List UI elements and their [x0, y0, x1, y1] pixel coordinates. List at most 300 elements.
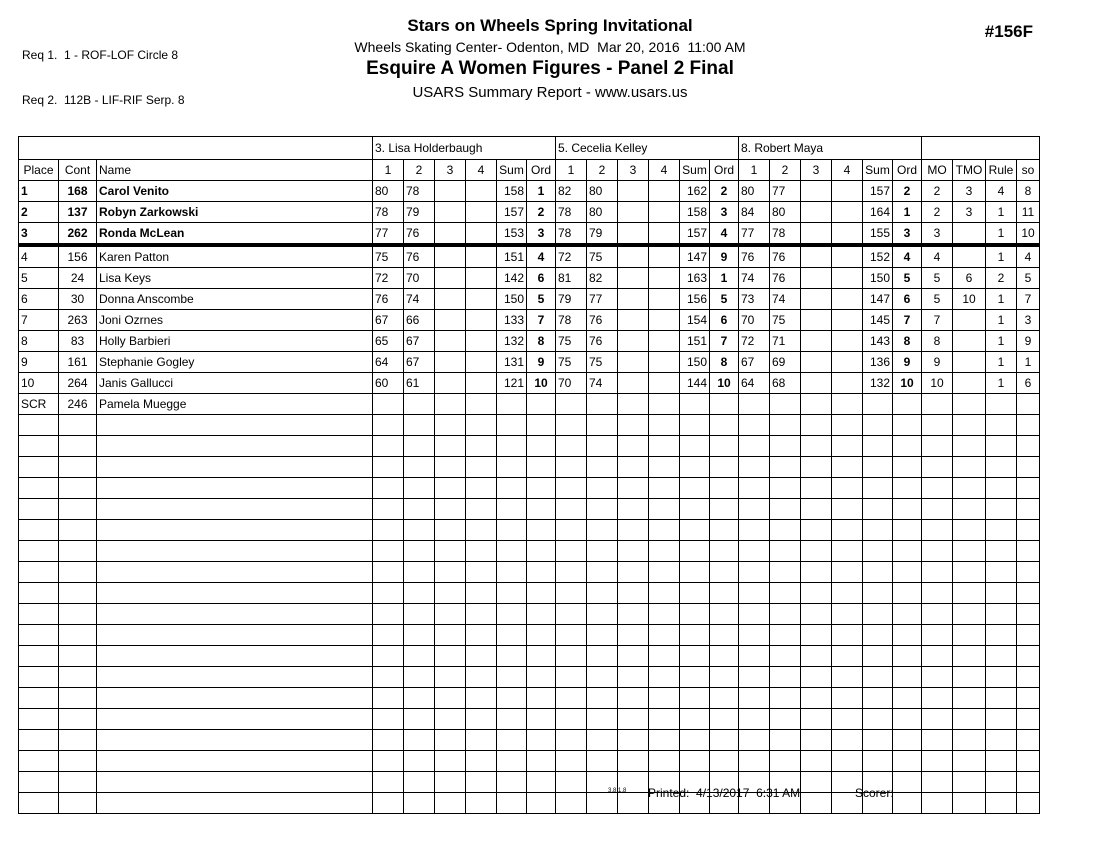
score-cell-j2-3 — [618, 415, 649, 436]
score-cell-j3-2 — [770, 436, 801, 457]
mo-cell — [922, 478, 953, 499]
score-cell-j3-4 — [832, 268, 863, 289]
score-cell-j3-3 — [801, 604, 832, 625]
score-cell-j2-4 — [649, 436, 680, 457]
sum-cell-j3 — [863, 415, 893, 436]
tmo-cell — [953, 352, 986, 373]
place-cell — [19, 520, 59, 541]
score-cell-j2-2 — [587, 793, 618, 814]
score-cell-j2-3 — [618, 202, 649, 223]
score-cell-j2-2 — [587, 520, 618, 541]
score-cell-j3-1 — [739, 436, 770, 457]
score-cell-j2-3 — [618, 793, 649, 814]
sum-cell-j3 — [863, 604, 893, 625]
score-cell-j3-4 — [832, 457, 863, 478]
score-cell-j3-2 — [770, 667, 801, 688]
score-cell-j3-2 — [770, 394, 801, 415]
score-cell-j1-1: 60 — [373, 373, 404, 394]
score-cell-j3-2: 69 — [770, 352, 801, 373]
rule-cell — [986, 730, 1017, 751]
score-cell-j1-1 — [373, 667, 404, 688]
sum-cell-j2: 147 — [680, 245, 710, 268]
contestant-number-cell — [59, 625, 97, 646]
ord-cell-j3 — [893, 436, 922, 457]
score-cell-j3-1 — [739, 457, 770, 478]
report-header — [0, 16, 1100, 101]
sum-cell-j1 — [497, 730, 527, 751]
score-cell-j2-1: 82 — [556, 181, 587, 202]
score-cell-j3-3 — [801, 562, 832, 583]
tmo-cell — [953, 667, 986, 688]
rule-cell: 4 — [986, 181, 1017, 202]
score-cell-j3-1 — [739, 709, 770, 730]
score-cell-j3-1: 67 — [739, 352, 770, 373]
sum-cell-j1: 121 — [497, 373, 527, 394]
ord-cell-j3: 2 — [893, 181, 922, 202]
score-cell-j3-2: 71 — [770, 331, 801, 352]
score-cell-j3-1 — [739, 604, 770, 625]
skater-name-cell — [97, 541, 373, 562]
tmo-cell — [953, 562, 986, 583]
judge-name-header-3: 8. Robert Maya — [739, 137, 922, 160]
mo-cell — [922, 583, 953, 604]
empty-row — [19, 478, 1040, 499]
score-cell-j1-3 — [435, 394, 466, 415]
place-cell — [19, 751, 59, 772]
ord-cell-j1: 1 — [527, 181, 556, 202]
sum-cell-j2: 150 — [680, 352, 710, 373]
score-cell-j1-2 — [404, 625, 435, 646]
score-cell-j1-2 — [404, 646, 435, 667]
sum-cell-j3 — [863, 499, 893, 520]
place-cell: 5 — [19, 268, 59, 289]
place-cell — [19, 667, 59, 688]
score-cell-j2-2 — [587, 667, 618, 688]
header-judge2-4: 4 — [649, 160, 680, 181]
sum-cell-j1: 153 — [497, 223, 527, 246]
score-cell-j2-4 — [649, 751, 680, 772]
score-cell-j2-4 — [649, 268, 680, 289]
score-cell-j3-3 — [801, 289, 832, 310]
score-cell-j1-2 — [404, 520, 435, 541]
sum-cell-j1: 150 — [497, 289, 527, 310]
sum-cell-j3: 152 — [863, 245, 893, 268]
score-cell-j2-3 — [618, 331, 649, 352]
header-judge3-4: 4 — [832, 160, 863, 181]
score-cell-j3-4 — [832, 331, 863, 352]
score-cell-j1-4 — [466, 646, 497, 667]
score-cell-j2-4 — [649, 310, 680, 331]
score-cell-j3-4 — [832, 646, 863, 667]
rule-cell — [986, 415, 1017, 436]
score-cell-j1-4 — [466, 457, 497, 478]
rule-cell — [986, 625, 1017, 646]
tmo-cell — [953, 751, 986, 772]
score-cell-j1-3 — [435, 583, 466, 604]
score-cell-j3-1: 72 — [739, 331, 770, 352]
sum-cell-j3 — [863, 394, 893, 415]
result-row — [19, 394, 1040, 415]
score-cell-j2-4 — [649, 499, 680, 520]
mo-cell: 10 — [922, 373, 953, 394]
score-cell-j2-4 — [649, 709, 680, 730]
score-cell-j2-3 — [618, 352, 649, 373]
so-cell — [1017, 499, 1040, 520]
ord-cell-j2 — [710, 499, 739, 520]
score-cell-j3-2: 77 — [770, 181, 801, 202]
score-cell-j1-1 — [373, 625, 404, 646]
score-cell-j1-1 — [373, 541, 404, 562]
score-cell-j1-3 — [435, 499, 466, 520]
header-judge2-2: 2 — [587, 160, 618, 181]
score-cell-j3-2: 80 — [770, 202, 801, 223]
place-cell — [19, 436, 59, 457]
venue-date-line: Wheels Skating Center- Odenton, MD Mar 20, 2016 11:00 AM — [354, 39, 746, 55]
sum-cell-j3 — [863, 751, 893, 772]
tmo-cell — [953, 415, 986, 436]
ord-cell-j1 — [527, 415, 556, 436]
score-cell-j3-2: 76 — [770, 268, 801, 289]
score-cell-j2-2: 77 — [587, 289, 618, 310]
tmo-cell — [953, 625, 986, 646]
ord-cell-j1 — [527, 688, 556, 709]
score-cell-j3-1: 74 — [739, 268, 770, 289]
skater-name-cell: Janis Gallucci — [97, 373, 373, 394]
score-cell-j1-3 — [435, 436, 466, 457]
ord-cell-j3: 8 — [893, 331, 922, 352]
score-cell-j2-2: 76 — [587, 331, 618, 352]
score-cell-j3-4 — [832, 562, 863, 583]
requirement-line-2: Req 2. 112B - LIF-RIF Serp. 8 — [22, 93, 185, 107]
ord-cell-j3 — [893, 751, 922, 772]
score-cell-j2-4 — [649, 646, 680, 667]
ord-cell-j2 — [710, 583, 739, 604]
ord-cell-j3 — [893, 478, 922, 499]
score-cell-j3-2 — [770, 646, 801, 667]
ord-cell-j1: 6 — [527, 268, 556, 289]
sum-cell-j3 — [863, 688, 893, 709]
score-cell-j2-1: 81 — [556, 268, 587, 289]
score-cell-j3-3 — [801, 667, 832, 688]
score-cell-j1-1 — [373, 730, 404, 751]
score-cell-j1-2 — [404, 772, 435, 793]
score-cell-j1-1: 80 — [373, 181, 404, 202]
sum-cell-j1: 157 — [497, 202, 527, 223]
score-cell-j1-2 — [404, 562, 435, 583]
score-cell-j3-2 — [770, 541, 801, 562]
ord-cell-j2: 5 — [710, 289, 739, 310]
mo-cell: 2 — [922, 202, 953, 223]
sum-cell-j3 — [863, 436, 893, 457]
score-cell-j2-3 — [618, 751, 649, 772]
score-cell-j2-1 — [556, 520, 587, 541]
score-cell-j3-3 — [801, 772, 832, 793]
score-cell-j3-4 — [832, 289, 863, 310]
sum-cell-j1 — [497, 709, 527, 730]
sum-cell-j1 — [497, 772, 527, 793]
ord-cell-j2 — [710, 415, 739, 436]
score-cell-j2-1 — [556, 793, 587, 814]
score-cell-j1-3 — [435, 310, 466, 331]
printed-timestamp: Printed: 4/13/2017 6:31 AM — [648, 786, 801, 800]
so-cell: 9 — [1017, 331, 1040, 352]
score-cell-j3-4 — [832, 499, 863, 520]
score-cell-j2-1 — [556, 436, 587, 457]
score-cell-j1-2: 66 — [404, 310, 435, 331]
so-cell: 8 — [1017, 181, 1040, 202]
contestant-number-cell — [59, 772, 97, 793]
score-cell-j3-4 — [832, 604, 863, 625]
rule-cell — [986, 457, 1017, 478]
score-cell-j3-2 — [770, 688, 801, 709]
header-judge1-sum: Sum — [497, 160, 527, 181]
score-cell-j3-3 — [801, 730, 832, 751]
score-cell-j3-3 — [801, 331, 832, 352]
score-cell-j1-4 — [466, 667, 497, 688]
ord-cell-j1: 5 — [527, 289, 556, 310]
ord-cell-j1 — [527, 583, 556, 604]
event-title: Esquire A Women Figures - Panel 2 Final — [366, 58, 734, 79]
score-cell-j2-3 — [618, 310, 649, 331]
ord-cell-j1 — [527, 436, 556, 457]
place-cell: 9 — [19, 352, 59, 373]
score-cell-j1-3 — [435, 223, 466, 246]
sum-cell-j2 — [680, 646, 710, 667]
tmo-cell — [953, 772, 986, 793]
sum-cell-j1: 158 — [497, 181, 527, 202]
so-cell — [1017, 394, 1040, 415]
score-cell-j1-1 — [373, 394, 404, 415]
contestant-number-cell: 30 — [59, 289, 97, 310]
place-cell — [19, 562, 59, 583]
sum-cell-j1 — [497, 751, 527, 772]
contestant-number-cell — [59, 436, 97, 457]
header-rule: Rule — [986, 160, 1017, 181]
header-judge1-1: 1 — [373, 160, 404, 181]
score-cell-j2-2: 76 — [587, 310, 618, 331]
contestant-number-cell — [59, 667, 97, 688]
score-cell-j2-1 — [556, 646, 587, 667]
skater-name-cell: Holly Barbieri — [97, 331, 373, 352]
judges-header-spacer-right — [922, 137, 1040, 160]
score-cell-j1-1: 75 — [373, 245, 404, 268]
rule-cell: 1 — [986, 202, 1017, 223]
sum-cell-j2 — [680, 478, 710, 499]
score-cell-j1-4 — [466, 415, 497, 436]
skater-name-cell: Carol Venito — [97, 181, 373, 202]
score-cell-j3-1 — [739, 688, 770, 709]
so-cell: 10 — [1017, 223, 1040, 246]
results-table — [18, 136, 1040, 814]
sum-cell-j1 — [497, 688, 527, 709]
score-cell-j3-1 — [739, 415, 770, 436]
score-cell-j3-3 — [801, 751, 832, 772]
score-cell-j2-4 — [649, 688, 680, 709]
score-cell-j1-3 — [435, 331, 466, 352]
mo-cell — [922, 751, 953, 772]
empty-row — [19, 499, 1040, 520]
ord-cell-j3: 9 — [893, 352, 922, 373]
score-cell-j1-3 — [435, 181, 466, 202]
skater-name-cell — [97, 625, 373, 646]
sum-cell-j1: 132 — [497, 331, 527, 352]
mo-cell — [922, 667, 953, 688]
sum-cell-j1 — [497, 583, 527, 604]
sum-cell-j3: 157 — [863, 181, 893, 202]
ord-cell-j2 — [710, 478, 739, 499]
score-cell-j1-1 — [373, 709, 404, 730]
tmo-cell — [953, 499, 986, 520]
software-version: 3.8.1.8 — [608, 788, 627, 794]
sum-cell-j1: 142 — [497, 268, 527, 289]
score-cell-j1-1: 65 — [373, 331, 404, 352]
skater-name-cell — [97, 709, 373, 730]
judge-name-header-2: 5. Cecelia Kelley — [556, 137, 739, 160]
score-cell-j1-3 — [435, 373, 466, 394]
header-judge1-4: 4 — [466, 160, 497, 181]
score-cell-j2-2: 79 — [587, 223, 618, 246]
skater-name-cell — [97, 478, 373, 499]
score-cell-j1-1 — [373, 478, 404, 499]
contestant-number-cell — [59, 751, 97, 772]
sum-cell-j3 — [863, 583, 893, 604]
sum-cell-j3 — [863, 730, 893, 751]
score-cell-j1-2: 78 — [404, 181, 435, 202]
mo-cell — [922, 457, 953, 478]
score-cell-j1-1 — [373, 583, 404, 604]
score-cell-j3-3 — [801, 499, 832, 520]
score-cell-j2-4 — [649, 352, 680, 373]
score-cell-j2-3 — [618, 541, 649, 562]
mo-cell: 5 — [922, 289, 953, 310]
score-cell-j2-4 — [649, 415, 680, 436]
place-cell — [19, 415, 59, 436]
contestant-number-cell — [59, 583, 97, 604]
rule-cell — [986, 751, 1017, 772]
score-cell-j3-2 — [770, 625, 801, 646]
score-cell-j1-3 — [435, 793, 466, 814]
header-so: so — [1017, 160, 1040, 181]
score-cell-j3-2 — [770, 562, 801, 583]
ord-cell-j2: 7 — [710, 331, 739, 352]
contestant-number-cell — [59, 499, 97, 520]
sum-cell-j2 — [680, 415, 710, 436]
rule-cell — [986, 646, 1017, 667]
sum-cell-j1 — [497, 667, 527, 688]
sum-cell-j1 — [497, 541, 527, 562]
skater-name-cell — [97, 520, 373, 541]
empty-row — [19, 751, 1040, 772]
sum-cell-j1: 133 — [497, 310, 527, 331]
score-cell-j3-1 — [739, 730, 770, 751]
score-cell-j1-1 — [373, 499, 404, 520]
score-cell-j1-2: 67 — [404, 352, 435, 373]
score-cell-j3-3 — [801, 373, 832, 394]
score-cell-j1-2 — [404, 688, 435, 709]
mo-cell — [922, 646, 953, 667]
score-cell-j3-1: 73 — [739, 289, 770, 310]
score-cell-j2-1: 78 — [556, 202, 587, 223]
sum-cell-j1 — [497, 394, 527, 415]
score-cell-j2-2: 82 — [587, 268, 618, 289]
score-cell-j1-4 — [466, 436, 497, 457]
ord-cell-j1: 7 — [527, 310, 556, 331]
skater-name-cell — [97, 646, 373, 667]
skater-name-cell — [97, 415, 373, 436]
result-row — [19, 202, 1040, 223]
header-judge2-1: 1 — [556, 160, 587, 181]
score-cell-j3-3 — [801, 245, 832, 268]
score-cell-j1-4 — [466, 373, 497, 394]
score-cell-j1-1 — [373, 604, 404, 625]
ord-cell-j3 — [893, 793, 922, 814]
score-cell-j3-4 — [832, 667, 863, 688]
tmo-cell — [953, 541, 986, 562]
event-number: #156F — [984, 22, 1033, 41]
score-cell-j3-4 — [832, 730, 863, 751]
skater-name-cell: Stephanie Gogley — [97, 352, 373, 373]
score-cell-j1-1 — [373, 562, 404, 583]
rule-cell — [986, 562, 1017, 583]
so-cell — [1017, 667, 1040, 688]
score-cell-j3-4 — [832, 541, 863, 562]
ord-cell-j1 — [527, 562, 556, 583]
place-cell: 2 — [19, 202, 59, 223]
score-cell-j3-3 — [801, 352, 832, 373]
score-cell-j2-3 — [618, 499, 649, 520]
score-cell-j2-2 — [587, 646, 618, 667]
skater-name-cell: Donna Anscombe — [97, 289, 373, 310]
score-cell-j1-2 — [404, 730, 435, 751]
score-cell-j2-2 — [587, 394, 618, 415]
score-cell-j2-2 — [587, 541, 618, 562]
sum-cell-j2 — [680, 709, 710, 730]
score-cell-j2-4 — [649, 394, 680, 415]
ord-cell-j2: 4 — [710, 223, 739, 246]
so-cell — [1017, 688, 1040, 709]
ord-cell-j2: 10 — [710, 373, 739, 394]
contestant-number-cell: 262 — [59, 223, 97, 246]
score-cell-j1-1: 72 — [373, 268, 404, 289]
so-cell — [1017, 730, 1040, 751]
so-cell — [1017, 604, 1040, 625]
so-cell: 5 — [1017, 268, 1040, 289]
score-cell-j1-3 — [435, 562, 466, 583]
report-type-line: USARS Summary Report - www.usars.us — [412, 84, 688, 101]
sum-cell-j2 — [680, 394, 710, 415]
header-judge3-ord: Ord — [893, 160, 922, 181]
sum-cell-j3 — [863, 478, 893, 499]
sum-cell-j3 — [863, 646, 893, 667]
score-cell-j1-2: 79 — [404, 202, 435, 223]
rule-cell: 1 — [986, 373, 1017, 394]
header-cont: Cont — [59, 160, 97, 181]
score-cell-j1-1 — [373, 751, 404, 772]
ord-cell-j3 — [893, 415, 922, 436]
so-cell — [1017, 709, 1040, 730]
empty-row — [19, 583, 1040, 604]
ord-cell-j3 — [893, 520, 922, 541]
so-cell: 7 — [1017, 289, 1040, 310]
score-cell-j3-3 — [801, 202, 832, 223]
contestant-number-cell — [59, 688, 97, 709]
empty-row — [19, 730, 1040, 751]
sum-cell-j2 — [680, 520, 710, 541]
ord-cell-j1 — [527, 625, 556, 646]
sum-cell-j3 — [863, 457, 893, 478]
rule-cell — [986, 436, 1017, 457]
score-cell-j3-3 — [801, 520, 832, 541]
